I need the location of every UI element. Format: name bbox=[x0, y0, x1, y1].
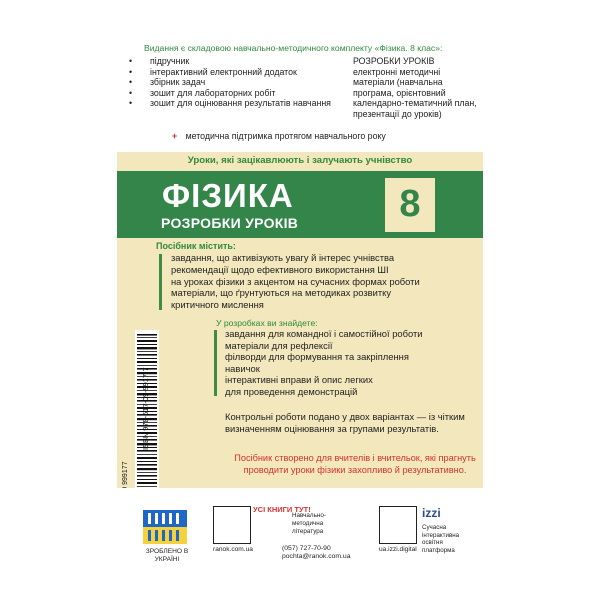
phone-number: (057) 727-70-90 bbox=[282, 545, 331, 552]
list-item: електронні методичні матеріали (навчальна програма, орієнтовний календарно-тематичний план, презентації до уроків) bbox=[353, 66, 477, 119]
kit-list-right bbox=[349, 56, 483, 120]
list-item: матеріали для рефлексії bbox=[225, 339, 333, 351]
title-banner bbox=[117, 171, 483, 238]
list-item: для проведення демонстрацій bbox=[225, 385, 358, 397]
slogan: Уроки, які зацікавлюють і залучають учнівство bbox=[187, 155, 413, 166]
izzi-qr-code[interactable] bbox=[379, 506, 417, 544]
list-item: філворди для формування та закріплення bbox=[225, 351, 409, 362]
target-audience-note: Посібник створено для вчителів і вчительок, які прагнуть проводити уроки фізики захопливо й результативно. bbox=[234, 453, 476, 475]
contains-list bbox=[171, 252, 471, 311]
books-category: Навчально-методична література bbox=[292, 512, 326, 535]
izzi-logo: izzi bbox=[422, 506, 441, 520]
list-item: • інтерактивний електронний додаток bbox=[128, 67, 348, 78]
izzi-description: Сучасна інтерактивна освітня платформа bbox=[422, 524, 460, 554]
list-marker bbox=[214, 330, 217, 396]
list-item: завдання, що активізують увагу й інтерес учнівства bbox=[171, 252, 395, 263]
list-item: • збірник задач bbox=[128, 77, 348, 88]
ukraine-flag-icon bbox=[143, 510, 187, 544]
ranok-site[interactable]: ranok.com.ua bbox=[213, 546, 253, 553]
made-in-ukraine: ЗРОБЛЕНО В УКРАЇНІ bbox=[145, 548, 189, 563]
list-item: • зошит для оцінювання результатів навчання bbox=[128, 98, 348, 109]
support-text: методична підтримка протягом навчального року bbox=[185, 131, 386, 141]
kit-info-box bbox=[117, 30, 483, 152]
list-item: критичного мислення bbox=[171, 299, 264, 311]
support-line bbox=[172, 131, 386, 141]
list-item: • підручник bbox=[128, 56, 348, 67]
books-here-label: УСІ КНИГИ ТУТ! bbox=[253, 505, 311, 514]
kit-intro: Видання є складовою навчально-методичного комплекту «Фізика. 8 клас»: bbox=[144, 43, 443, 53]
list-item: РОЗРОБКИ УРОКІВ bbox=[353, 56, 435, 66]
variants-note: Контрольні роботи подано у двох варіантах — із чітким визначенням оцінювання за групами результатів. bbox=[225, 411, 465, 434]
ranok-qr-code[interactable] bbox=[213, 506, 251, 544]
kit-list-left bbox=[128, 56, 348, 109]
list-item: • зошит для лабораторних робіт bbox=[128, 88, 348, 99]
book-back-cover bbox=[117, 30, 483, 595]
plus-icon: + bbox=[172, 131, 178, 141]
list-item: завдання для командної і самостійної роботи bbox=[225, 328, 423, 339]
grade-number: 8 bbox=[399, 183, 421, 225]
list-item: навичок bbox=[225, 362, 260, 374]
list-item: матеріали, що ґрунтуються на методиках розвитку bbox=[171, 287, 392, 299]
isbn-text: ISBN 978-617-09-9917-7 bbox=[141, 367, 150, 450]
list-item: інтерактивні вправи й опис легких bbox=[225, 374, 373, 385]
contains-title: Посібник містить: bbox=[156, 241, 236, 251]
footer bbox=[117, 488, 483, 595]
email-address[interactable]: pochta@ranok.com.ua bbox=[282, 553, 351, 560]
book-title: ФІЗИКА bbox=[162, 177, 294, 214]
find-title: У розробках ви знайдете: bbox=[216, 318, 318, 328]
list-marker bbox=[159, 254, 162, 310]
list-item: на уроках фізики з акцентом на сучасних формах роботи bbox=[171, 275, 420, 287]
list-item: рекомендації щодо ефективного використання ШІ bbox=[171, 263, 389, 275]
izzi-site[interactable]: ua.izzi.digital bbox=[379, 546, 417, 553]
find-list bbox=[225, 328, 475, 397]
book-subtitle: РОЗРОБКИ УРОКІВ bbox=[161, 215, 299, 231]
